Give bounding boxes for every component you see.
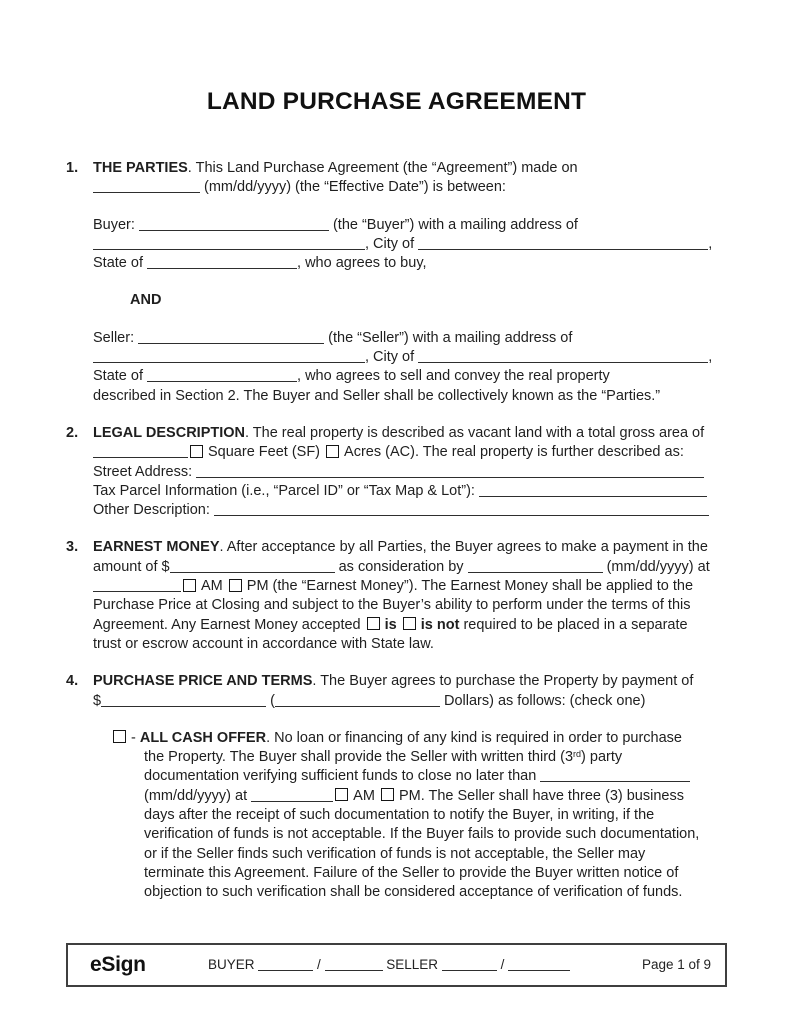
text-line (144, 845, 727, 864)
text-line (93, 387, 727, 406)
fill-in-blank[interactable] (93, 349, 365, 363)
esign-logo: eSign (90, 952, 146, 976)
text-run: (mm/dd/yyyy) at (602, 558, 710, 575)
text-run: BUYER (208, 957, 259, 972)
bold-text: PURCHASE PRICE AND TERMS (93, 673, 313, 690)
text-run: Agreement. Any Earnest Money accepted (93, 616, 365, 633)
section-purchase-price-and-terms (66, 672, 727, 902)
bold-text: ALL CASH OFFER (139, 729, 267, 746)
text-run: amount of $ (93, 558, 170, 575)
paragraph-block (111, 729, 727, 903)
text-run: Tax Parcel Information (i.e., “Parcel ID” or “Tax Map & Lot”): (93, 482, 479, 499)
text-line (144, 806, 727, 825)
section-the-parties (66, 159, 727, 406)
text-run: Dollars) as follows: (check one) (439, 692, 646, 709)
text-run: . The Buyer agrees to purchase the Property by payment of (312, 673, 694, 690)
text-line (93, 424, 727, 443)
section-number: 2. (66, 424, 79, 441)
text-run: Seller: (93, 329, 139, 346)
text-run: State of (93, 368, 148, 385)
fill-in-blank[interactable] (442, 957, 497, 971)
paragraph-block (130, 291, 727, 310)
fill-in-blank[interactable] (101, 693, 266, 707)
text-line (144, 767, 727, 786)
text-run: days after the receipt of such documentation to notify the Buyer, in writing, if the (144, 807, 655, 824)
text-line (93, 348, 727, 367)
text-line (144, 748, 727, 767)
bold-text: EARNEST MONEY (93, 539, 220, 556)
text-run: SELLER (382, 957, 442, 972)
fill-in-blank[interactable] (139, 217, 329, 231)
text-run: ( (266, 692, 275, 709)
section-body (93, 159, 727, 406)
fill-in-blank[interactable] (275, 693, 440, 707)
text-line (93, 235, 727, 254)
text-line (93, 501, 727, 520)
fill-in-blank[interactable] (93, 179, 200, 193)
fill-in-blank[interactable] (147, 255, 297, 269)
checkbox[interactable] (326, 445, 339, 458)
section-legal-description (66, 424, 727, 520)
text-line (93, 254, 727, 273)
text-run: , City of (365, 349, 419, 366)
text-line (93, 159, 727, 178)
bold-text: is not (420, 616, 460, 633)
page-title: LAND PURCHASE AGREEMENT (206, 88, 587, 115)
text-run: the Property. The Buyer shall provide the Seller with written third (3 (144, 749, 574, 766)
text-run: Acres (AC). The real property is further described as: (344, 444, 684, 461)
text-run: . This Land Purchase Agreement (the “Agreement”) made on (187, 160, 578, 176)
bold-text: LEGAL DESCRIPTION (93, 424, 245, 441)
checkbox[interactable] (381, 788, 394, 801)
text-line (144, 883, 727, 902)
section-body (93, 424, 727, 520)
paragraph-block (93, 159, 727, 198)
text-run: trust or escrow account in accordance with State law. (93, 635, 434, 652)
text-run: objection to such verification shall be considered acceptance of verification of funds. (144, 884, 683, 901)
text-run: PM. The Seller shall have three (3) business (398, 787, 684, 804)
text-run: Square Feet (SF) (208, 444, 325, 461)
text-run: Buyer: (93, 216, 139, 233)
initials-line (208, 957, 642, 972)
text-run: / (313, 957, 325, 972)
text-run: ) party (581, 749, 623, 766)
text-run: . No loan or financing of any kind is required in order to purchase (266, 729, 682, 746)
paragraph-block (93, 538, 727, 654)
section-earnest-money (66, 538, 727, 654)
text-run: required to be placed in a separate (459, 616, 688, 633)
text-run: , who agrees to sell and convey the real property (297, 368, 610, 385)
text-line (144, 787, 727, 806)
text-run: (the “Buyer”) with a mailing address of (328, 216, 578, 233)
fill-in-blank[interactable] (251, 788, 333, 802)
section-body (93, 672, 727, 902)
text-line (111, 729, 727, 748)
fill-in-blank[interactable] (170, 559, 335, 573)
text-line (93, 538, 727, 557)
fill-in-blank[interactable] (258, 957, 313, 971)
text-run: PM (the “Earnest Money”). The Earnest Money shall be applied to the (246, 578, 694, 595)
text-line (130, 291, 727, 310)
fill-in-blank[interactable] (93, 236, 365, 250)
checkbox[interactable] (113, 730, 126, 743)
text-run: $ (93, 692, 102, 709)
paragraph-block (93, 424, 727, 520)
text-run: (mm/dd/yyyy) at (144, 787, 252, 804)
fill-in-blank[interactable] (138, 330, 324, 344)
checkbox[interactable] (229, 579, 242, 592)
paragraph-block (93, 329, 727, 406)
text-run: verification of funds is not acceptable. If the Buyer fails to provide such documentation, (144, 826, 700, 843)
text-line (93, 216, 727, 235)
text-line (93, 635, 727, 654)
fill-in-blank[interactable] (479, 483, 707, 497)
superscript-text: rd (573, 749, 582, 760)
text-run: terminate this Agreement. Failure of the Seller to provide the Buyer written notice of (144, 864, 679, 881)
text-run: AM (201, 578, 227, 595)
paragraph-block (93, 216, 727, 274)
document-body (66, 159, 727, 903)
fill-in-blank[interactable] (468, 559, 603, 573)
text-line (144, 825, 727, 844)
fill-in-blank[interactable] (147, 368, 297, 382)
text-line (93, 329, 727, 348)
text-run: (mm/dd/yyyy) (the “Effective Date”) is between: (200, 179, 506, 196)
text-run: , (708, 235, 713, 252)
bold-text: is (384, 616, 401, 633)
text-line (93, 672, 727, 691)
checkbox[interactable] (367, 617, 380, 630)
text-line (93, 558, 727, 577)
fill-in-blank[interactable] (508, 957, 570, 971)
text-run: Purchase Price at Closing and subject to the Buyer’s ability to perform under the terms of this (93, 597, 691, 614)
text-run: / (496, 957, 509, 972)
checkbox[interactable] (403, 617, 416, 630)
text-line (144, 864, 727, 883)
page-footer (66, 943, 727, 987)
text-run: Other Description: (93, 502, 214, 519)
checkbox[interactable] (190, 445, 203, 458)
fill-in-blank[interactable] (93, 578, 181, 592)
fill-in-blank[interactable] (325, 957, 383, 971)
fill-in-blank[interactable] (196, 464, 704, 478)
text-line (93, 482, 727, 501)
section-body (93, 538, 727, 654)
page-number: Page 1 of 9 (641, 957, 711, 972)
text-run: . After acceptance by all Parties, the Buyer agrees to make a payment in the (219, 539, 708, 556)
text-line (93, 596, 727, 615)
checkbox[interactable] (335, 788, 348, 801)
text-run: , who agrees to buy, (297, 255, 427, 272)
checkbox[interactable] (183, 579, 196, 592)
paragraph-block (93, 672, 727, 711)
text-run: , City of (365, 235, 419, 252)
text-run: . The real property is described as vacant land with a total gross area of (245, 424, 705, 441)
fill-in-blank[interactable] (214, 502, 709, 516)
text-run: documentation verifying sufficient funds to close no later than (144, 768, 541, 785)
text-run: AM (353, 787, 379, 804)
text-run: - (131, 729, 140, 746)
text-line (93, 463, 727, 482)
text-run: as consideration by (334, 558, 468, 575)
text-run: described in Section 2. The Buyer and Seller shall be collectively known as the “Parties.” (93, 387, 661, 404)
fill-in-blank[interactable] (93, 444, 188, 458)
section-number: 1. (66, 160, 79, 176)
section-number: 4. (66, 673, 79, 690)
fill-in-blank[interactable] (418, 349, 708, 363)
text-run: Street Address: (93, 463, 197, 480)
bold-text: AND (130, 292, 162, 309)
text-line (93, 692, 727, 711)
text-line (93, 577, 727, 596)
text-line (93, 178, 727, 197)
text-run: or if the Seller finds such verification of funds is not acceptable, the Seller may (144, 845, 646, 862)
text-line (93, 443, 727, 462)
text-run: (the “Seller”) with a mailing address of (324, 329, 573, 346)
section-number: 3. (66, 539, 79, 556)
fill-in-blank[interactable] (418, 236, 708, 250)
bold-text: THE PARTIES (93, 160, 188, 176)
text-run: State of (93, 255, 148, 272)
text-line (93, 367, 727, 386)
text-run: , (708, 349, 713, 366)
text-line (93, 616, 727, 635)
fill-in-blank[interactable] (540, 768, 690, 782)
